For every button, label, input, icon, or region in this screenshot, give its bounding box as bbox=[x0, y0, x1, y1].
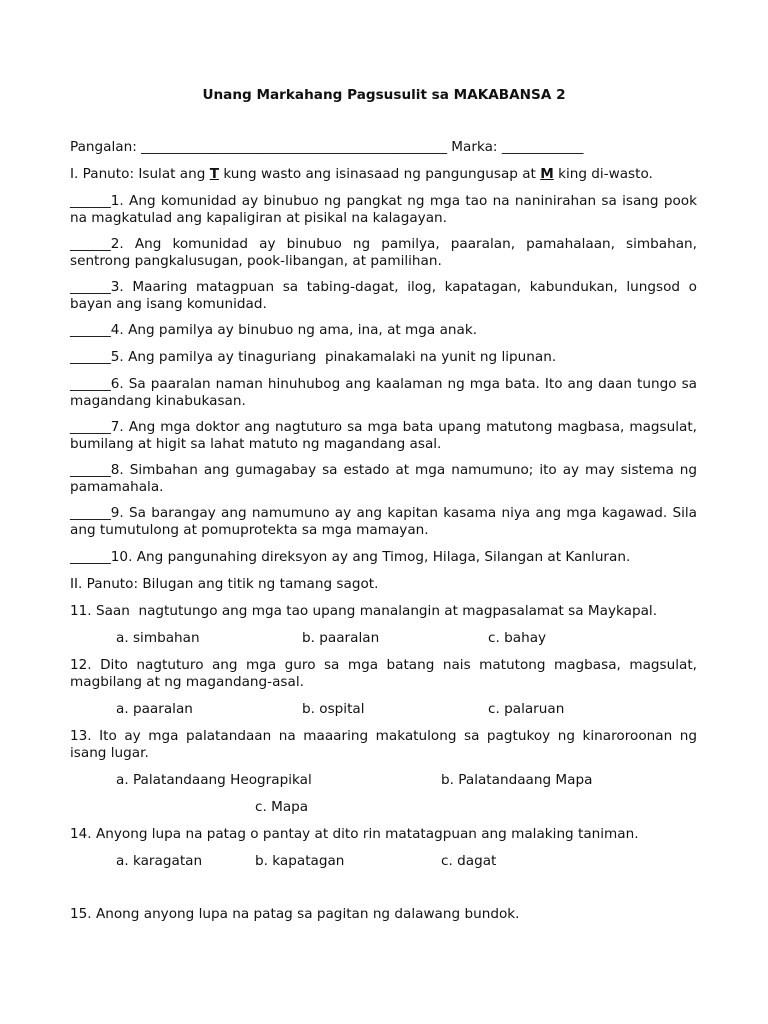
exam-content bbox=[70, 139, 697, 923]
mc-choices-12 bbox=[70, 701, 697, 718]
answer-blank[interactable]: ______ bbox=[70, 279, 111, 295]
name-blank[interactable]: _____________________________________________ bbox=[141, 139, 447, 155]
answer-blank[interactable]: ______ bbox=[70, 349, 111, 365]
tf-item-7 bbox=[70, 419, 697, 453]
tf-item-text: 2. Ang komunidad ay binubuo ng pamilya, paaralan, pamahalaan, simbahan, sentrong pangkalusugan, pook-libangan, at pamilihan. bbox=[70, 236, 697, 269]
choice-a[interactable]: a. Palatandaang Heograpikal bbox=[116, 772, 312, 788]
answer-blank[interactable]: ______ bbox=[70, 419, 111, 435]
part1-instruction-c: king di-wasto. bbox=[553, 166, 653, 182]
mc-question-13: 13. Ito ay mga palatandaan na maaaring makatulong sa pagtukoy ng kinaroroonan ng isang lugar. bbox=[70, 728, 697, 761]
part2-instruction: II. Panuto: Bilugan ang titik ng tamang sagot. bbox=[70, 576, 379, 592]
name-score-row bbox=[70, 139, 697, 156]
score-blank[interactable]: ____________ bbox=[501, 139, 584, 155]
answer-blank[interactable]: ______ bbox=[70, 193, 111, 209]
tf-item-3 bbox=[70, 279, 697, 313]
choice-b[interactable]: b. ospital bbox=[302, 701, 365, 717]
answer-blank[interactable]: ______ bbox=[70, 322, 111, 338]
tf-item-10 bbox=[70, 549, 697, 566]
choice-b[interactable]: b. kapatagan bbox=[255, 853, 345, 869]
tf-item-6 bbox=[70, 376, 697, 410]
choice-b[interactable]: b. paaralan bbox=[302, 630, 380, 646]
answer-blank[interactable]: ______ bbox=[70, 549, 111, 565]
tf-item-text: 7. Ang mga doktor ang nagtuturo sa mga bata upang matutong magbasa, magsulat, bumilang at higit sa lahat matuto ng magandang asal. bbox=[70, 419, 697, 452]
answer-blank[interactable]: ______ bbox=[70, 505, 111, 521]
mc-question-14: 14. Anyong lupa na patag o pantay at dito rin matatagpuan ang malaking taniman. bbox=[70, 826, 639, 842]
answer-blank[interactable]: ______ bbox=[70, 462, 111, 478]
choice-b[interactable]: b. Palatandaang Mapa bbox=[441, 772, 593, 788]
tf-item-text: 10. Ang pangunahing direksyon ay ang Timog, Hilaga, Silangan at Kanluran. bbox=[110, 549, 631, 565]
answer-blank[interactable]: ______ bbox=[70, 236, 111, 252]
choice-c[interactable]: c. palaruan bbox=[488, 701, 565, 717]
part1-instruction-a: I. Panuto: Isulat ang bbox=[70, 166, 210, 182]
false-key: M bbox=[540, 166, 554, 182]
tf-item-text: 8. Simbahan ang gumagabay sa estado at mga namumuno; ito ay may sistema ng pamamahala. bbox=[70, 462, 697, 495]
score-label: Marka: bbox=[446, 139, 502, 155]
tf-item-text: 5. Ang pamilya ay tinaguriang pinakamalaki na yunit ng lipunan. bbox=[110, 349, 557, 365]
choice-c[interactable]: c. bahay bbox=[488, 630, 547, 646]
tf-item-9 bbox=[70, 505, 697, 539]
mc-choices-11 bbox=[70, 630, 697, 647]
tf-item-4 bbox=[70, 322, 697, 339]
tf-item-text: 3. Maaring matagpuan sa tabing-dagat, ilog, kapatagan, kabundukan, lungsod o bayan ang isang komunidad. bbox=[70, 279, 697, 312]
tf-item-8 bbox=[70, 462, 697, 496]
choice-c[interactable]: c. Mapa bbox=[255, 799, 309, 815]
tf-item-text: 9. Sa barangay ang namumuno ay ang kapitan kasama niya ang mga kagawad. Sila ang tumutulong at pomuprotekta sa mga mamayan. bbox=[70, 505, 697, 538]
tf-item-text: 6. Sa paaralan naman hinuhubog ang kaalaman ng mga bata. Ito ang daan tungo sa magandang kinabukasan. bbox=[70, 376, 697, 409]
choice-a[interactable]: a. karagatan bbox=[116, 853, 203, 869]
part1-instruction-b: kung wasto ang isinasaad ng pangungusap at bbox=[219, 166, 541, 182]
answer-blank[interactable]: ______ bbox=[70, 376, 111, 392]
tf-item-1 bbox=[70, 193, 697, 227]
mc-question-12: 12. Dito nagtuturo ang mga guro sa mga batang nais matutong magbasa, magsulat, magbilang at ng magandang-asal. bbox=[70, 657, 697, 690]
tf-item-5 bbox=[70, 349, 697, 366]
tf-item-text: 1. Ang komunidad ay binubuo ng pangkat ng mga tao na naninirahan sa isang pook na magkatulad ang kapaligiran at pisikal na kalagayan. bbox=[70, 193, 697, 226]
choice-a[interactable]: a. simbahan bbox=[116, 630, 200, 646]
mc-choices-13-c bbox=[70, 799, 697, 816]
mc-question-15: 15. Anong anyong lupa na patag sa pagitan ng dalawang bundok. bbox=[70, 906, 520, 922]
choice-a[interactable]: a. paaralan bbox=[116, 701, 193, 717]
part1-instruction bbox=[70, 166, 697, 183]
choice-c[interactable]: c. dagat bbox=[441, 853, 497, 869]
name-label: Pangalan: bbox=[70, 139, 142, 155]
mc-question-11: 11. Saan nagtutungo ang mga tao upang manalangin at magpasalamat sa Maykapal. bbox=[70, 603, 658, 619]
mc-choices-13-ab bbox=[70, 772, 697, 789]
mc-choices-14 bbox=[70, 853, 697, 870]
tf-item-2 bbox=[70, 236, 697, 270]
tf-item-text: 4. Ang pamilya ay binubuo ng ama, ina, at mga anak. bbox=[110, 322, 478, 338]
exam-title: Unang Markahang Pagsusulit sa MAKABANSA 2 bbox=[202, 87, 566, 103]
true-key: T bbox=[209, 166, 219, 182]
